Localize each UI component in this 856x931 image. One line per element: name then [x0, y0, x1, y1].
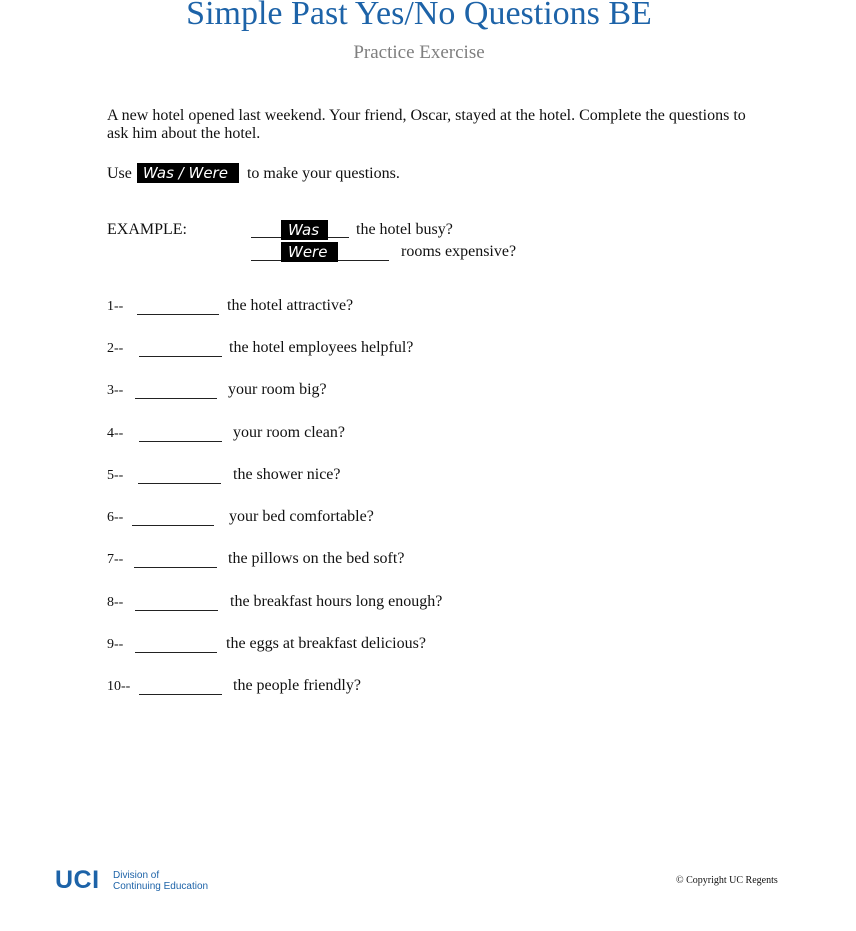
answer-blank-2[interactable]: [139, 356, 222, 357]
question-number: 5--: [107, 468, 124, 483]
example-answer-2-highlight: Were: [281, 242, 338, 262]
question-number: 8--: [107, 595, 124, 610]
answer-blank-9[interactable]: [135, 652, 217, 653]
question-text: the shower nice?: [233, 466, 341, 483]
page-subtitle: Practice Exercise: [353, 42, 485, 63]
example-answer-1: [281, 220, 328, 241]
example-question-2: rooms expensive?: [401, 243, 517, 260]
copyright-notice: © Copyright UC Regents: [676, 875, 778, 886]
example-answer-2: [281, 242, 338, 263]
question-number: 4--: [107, 426, 124, 441]
answer-blank-4[interactable]: [139, 441, 222, 442]
question-text: the eggs at breakfast delicious?: [226, 635, 426, 652]
intro-paragraph: A new hotel opened last weekend. Your friend, Oscar, stayed at the hotel. Complete the questions to ask him about the hotel.: [107, 107, 746, 142]
division-line-1: Division of: [113, 870, 160, 881]
uci-logo-wordmark: UCI: [55, 866, 100, 894]
question-text: the hotel employees helpful?: [229, 339, 414, 356]
instruction-line: [107, 163, 400, 184]
answer-blank-3[interactable]: [135, 398, 217, 399]
question-text: your bed comfortable?: [229, 508, 374, 525]
answer-blank-7[interactable]: [134, 567, 217, 568]
question-text: your room big?: [228, 381, 327, 398]
question-text: the pillows on the bed soft?: [228, 550, 405, 567]
question-number: 7--: [107, 552, 124, 567]
answer-blank-10[interactable]: [139, 694, 222, 695]
question-text: the breakfast hours long enough?: [230, 593, 443, 610]
answer-blank-8[interactable]: [135, 610, 218, 611]
answer-blank-6[interactable]: [132, 525, 214, 526]
instruction-prefix: Use: [107, 165, 132, 182]
division-label: [113, 870, 208, 892]
answer-blank-1[interactable]: [137, 314, 219, 315]
example-answer-1-highlight: Was: [281, 220, 328, 240]
question-number: 9--: [107, 637, 124, 652]
question-number: 6--: [107, 510, 124, 525]
question-number: 10--: [107, 679, 131, 694]
page-title: Simple Past Yes/No Questions BE: [186, 0, 652, 32]
instruction-suffix: to make your questions.: [246, 165, 400, 182]
question-number: 1--: [107, 299, 124, 314]
question-number: 2--: [107, 341, 124, 356]
question-text: the hotel attractive?: [227, 297, 354, 314]
answer-blank-5[interactable]: [138, 483, 221, 484]
example-question-1: the hotel busy?: [356, 221, 453, 238]
question-number: 3--: [107, 383, 124, 398]
question-text: your room clean?: [233, 424, 345, 441]
example-label: EXAMPLE:: [107, 221, 187, 238]
was-were-highlight: Was / Were: [137, 163, 239, 183]
question-text: the people friendly?: [233, 677, 361, 694]
division-line-2: Continuing Education: [113, 881, 209, 892]
